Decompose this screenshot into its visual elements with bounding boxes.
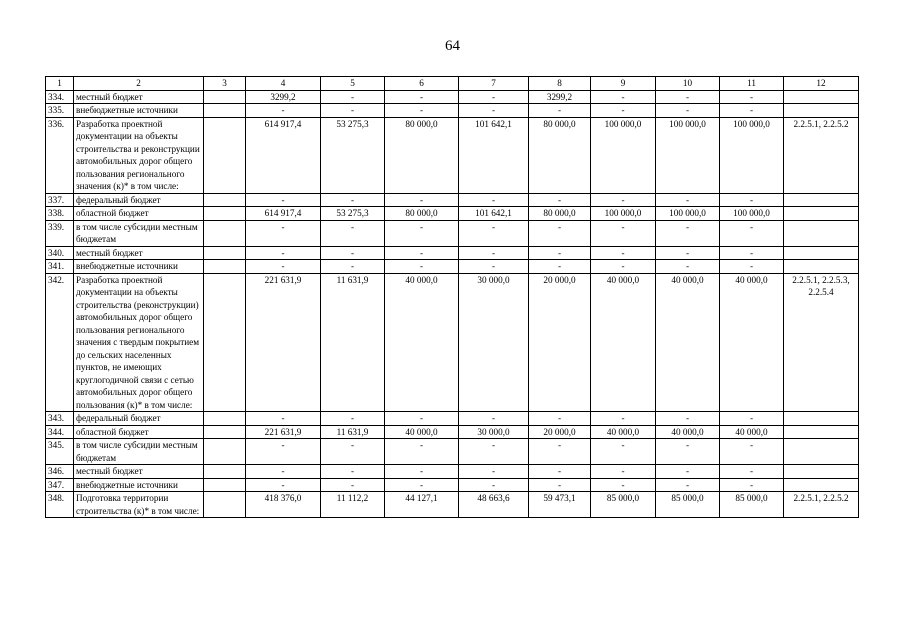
value-cell: 221 631,9: [246, 425, 321, 439]
row-number-cell: 339.: [46, 220, 74, 246]
value-cell: 100 000,0: [656, 207, 720, 221]
table-row: [46, 465, 859, 479]
value-cell: -: [591, 220, 656, 246]
value-cell: -: [720, 246, 784, 260]
value-cell: -: [591, 478, 656, 492]
value-cell: 2.2.5.1, 2.2.5.2: [784, 117, 859, 193]
value-cell: -: [720, 465, 784, 479]
row-name-cell: местный бюджет: [74, 246, 204, 260]
value-cell: -: [385, 412, 459, 426]
budget-table: [45, 76, 859, 518]
value-cell: 80 000,0: [529, 117, 591, 193]
table-row: [46, 220, 859, 246]
value-cell: 614 917,4: [246, 207, 321, 221]
value-cell: -: [246, 220, 321, 246]
value-cell: -: [529, 220, 591, 246]
value-cell: 44 127,1: [385, 492, 459, 518]
value-cell: [204, 425, 246, 439]
value-cell: -: [246, 260, 321, 274]
value-cell: 40 000,0: [591, 273, 656, 412]
row-name-cell: федеральный бюджет: [74, 193, 204, 207]
value-cell: -: [656, 260, 720, 274]
value-cell: -: [246, 478, 321, 492]
value-cell: [204, 220, 246, 246]
value-cell: -: [459, 193, 529, 207]
column-header: 7: [459, 77, 529, 91]
row-name-cell: в том числе субсидии местным бюджетам: [74, 439, 204, 465]
row-name-cell: областной бюджет: [74, 207, 204, 221]
value-cell: [784, 465, 859, 479]
value-cell: -: [459, 104, 529, 118]
value-cell: -: [591, 246, 656, 260]
row-number-cell: 345.: [46, 439, 74, 465]
value-cell: -: [720, 220, 784, 246]
value-cell: 100 000,0: [591, 207, 656, 221]
value-cell: -: [321, 465, 385, 479]
value-cell: -: [529, 193, 591, 207]
row-name-cell: областной бюджет: [74, 425, 204, 439]
row-number-cell: 346.: [46, 465, 74, 479]
row-number-cell: 334.: [46, 90, 74, 104]
value-cell: [784, 425, 859, 439]
column-header: 8: [529, 77, 591, 91]
value-cell: 3299,2: [246, 90, 321, 104]
column-header: 11: [720, 77, 784, 91]
value-cell: [784, 478, 859, 492]
row-number-cell: 343.: [46, 412, 74, 426]
value-cell: -: [529, 465, 591, 479]
value-cell: -: [656, 220, 720, 246]
value-cell: -: [656, 246, 720, 260]
column-header: 3: [204, 77, 246, 91]
value-cell: 101 642,1: [459, 117, 529, 193]
value-cell: [784, 104, 859, 118]
value-cell: -: [656, 412, 720, 426]
value-cell: 100 000,0: [720, 207, 784, 221]
value-cell: 11 631,9: [321, 273, 385, 412]
value-cell: -: [459, 478, 529, 492]
value-cell: 80 000,0: [385, 117, 459, 193]
row-name-cell: местный бюджет: [74, 90, 204, 104]
value-cell: -: [591, 439, 656, 465]
value-cell: 40 000,0: [385, 425, 459, 439]
value-cell: 100 000,0: [591, 117, 656, 193]
row-name-cell: местный бюджет: [74, 465, 204, 479]
value-cell: 20 000,0: [529, 273, 591, 412]
value-cell: -: [459, 260, 529, 274]
value-cell: -: [385, 90, 459, 104]
value-cell: -: [321, 478, 385, 492]
value-cell: 85 000,0: [720, 492, 784, 518]
value-cell: 2.2.5.1, 2.2.5.3, 2.2.5.4: [784, 273, 859, 412]
value-cell: 101 642,1: [459, 207, 529, 221]
value-cell: -: [529, 260, 591, 274]
value-cell: -: [385, 465, 459, 479]
value-cell: -: [529, 246, 591, 260]
value-cell: -: [720, 478, 784, 492]
value-cell: 80 000,0: [385, 207, 459, 221]
value-cell: 53 275,3: [321, 207, 385, 221]
column-header: 2: [74, 77, 204, 91]
table-row: [46, 207, 859, 221]
value-cell: -: [529, 412, 591, 426]
row-number-cell: 335.: [46, 104, 74, 118]
value-cell: -: [321, 90, 385, 104]
value-cell: -: [656, 439, 720, 465]
value-cell: [204, 246, 246, 260]
value-cell: -: [720, 104, 784, 118]
value-cell: [204, 478, 246, 492]
value-cell: 40 000,0: [656, 425, 720, 439]
value-cell: -: [321, 439, 385, 465]
value-cell: -: [385, 220, 459, 246]
row-name-cell: Подготовка территории строительства (к)* в том числе:: [74, 492, 204, 518]
value-cell: -: [321, 220, 385, 246]
value-cell: -: [321, 412, 385, 426]
table-row: [46, 104, 859, 118]
value-cell: -: [529, 439, 591, 465]
column-header: 6: [385, 77, 459, 91]
row-number-cell: 348.: [46, 492, 74, 518]
column-header: 12: [784, 77, 859, 91]
row-number-cell: 337.: [46, 193, 74, 207]
row-name-cell: внебюджетные источники: [74, 478, 204, 492]
row-number-cell: 340.: [46, 246, 74, 260]
value-cell: 80 000,0: [529, 207, 591, 221]
row-name-cell: Разработка проектной документации на объекты строительства и реконструкции автомобильных дорог общего пользования регионального значения (к)* в том числе:: [74, 117, 204, 193]
table-row: [46, 117, 859, 193]
value-cell: -: [321, 246, 385, 260]
value-cell: [204, 492, 246, 518]
value-cell: -: [529, 104, 591, 118]
value-cell: -: [720, 439, 784, 465]
value-cell: [204, 260, 246, 274]
row-number-cell: 342.: [46, 273, 74, 412]
value-cell: 40 000,0: [591, 425, 656, 439]
value-cell: -: [321, 260, 385, 274]
value-cell: -: [246, 193, 321, 207]
value-cell: 30 000,0: [459, 273, 529, 412]
value-cell: -: [459, 412, 529, 426]
value-cell: -: [591, 90, 656, 104]
value-cell: -: [459, 220, 529, 246]
column-header: 9: [591, 77, 656, 91]
value-cell: 85 000,0: [591, 492, 656, 518]
value-cell: 3299,2: [529, 90, 591, 104]
value-cell: 59 473,1: [529, 492, 591, 518]
value-cell: [204, 193, 246, 207]
value-cell: -: [246, 465, 321, 479]
value-cell: 614 917,4: [246, 117, 321, 193]
value-cell: -: [720, 193, 784, 207]
header-row: [46, 77, 859, 91]
table-row: [46, 193, 859, 207]
column-header: 10: [656, 77, 720, 91]
value-cell: -: [720, 260, 784, 274]
value-cell: -: [385, 193, 459, 207]
value-cell: -: [385, 439, 459, 465]
value-cell: -: [385, 246, 459, 260]
value-cell: [204, 412, 246, 426]
value-cell: [784, 207, 859, 221]
value-cell: [784, 246, 859, 260]
row-number-cell: 341.: [46, 260, 74, 274]
value-cell: 221 631,9: [246, 273, 321, 412]
row-name-cell: в том числе субсидии местным бюджетам: [74, 220, 204, 246]
row-name-cell: внебюджетные источники: [74, 104, 204, 118]
value-cell: 20 000,0: [529, 425, 591, 439]
value-cell: [784, 412, 859, 426]
value-cell: -: [459, 439, 529, 465]
value-cell: -: [656, 478, 720, 492]
value-cell: 48 663,6: [459, 492, 529, 518]
value-cell: -: [246, 412, 321, 426]
column-header: 4: [246, 77, 321, 91]
value-cell: -: [385, 478, 459, 492]
row-name-cell: Разработка проектной документации на объекты строительства (реконструкции) автомобильных дорог общего пользования регионального значения с твердым покрытием до сельских населенных пунктов, не имеющих круглогодичной связи с сетью автомобильных дорог общего пользования (к)* в том числе:: [74, 273, 204, 412]
value-cell: [204, 207, 246, 221]
value-cell: [204, 439, 246, 465]
table-row: [46, 412, 859, 426]
value-cell: 40 000,0: [656, 273, 720, 412]
value-cell: [784, 193, 859, 207]
value-cell: 85 000,0: [656, 492, 720, 518]
value-cell: -: [459, 465, 529, 479]
value-cell: -: [246, 246, 321, 260]
value-cell: -: [459, 246, 529, 260]
value-cell: 2.2.5.1, 2.2.5.2: [784, 492, 859, 518]
value-cell: 11 631,9: [321, 425, 385, 439]
value-cell: 11 112,2: [321, 492, 385, 518]
value-cell: [784, 90, 859, 104]
value-cell: -: [321, 193, 385, 207]
value-cell: -: [591, 104, 656, 118]
table-row: [46, 492, 859, 518]
row-name-cell: федеральный бюджет: [74, 412, 204, 426]
value-cell: [204, 90, 246, 104]
value-cell: [204, 273, 246, 412]
value-cell: -: [385, 260, 459, 274]
table-row: [46, 273, 859, 412]
value-cell: -: [321, 104, 385, 118]
value-cell: -: [246, 439, 321, 465]
value-cell: -: [246, 104, 321, 118]
value-cell: 30 000,0: [459, 425, 529, 439]
table-row: [46, 246, 859, 260]
value-cell: -: [656, 193, 720, 207]
row-number-cell: 336.: [46, 117, 74, 193]
value-cell: -: [529, 478, 591, 492]
table-row: [46, 439, 859, 465]
value-cell: 53 275,3: [321, 117, 385, 193]
value-cell: [204, 104, 246, 118]
value-cell: 40 000,0: [720, 273, 784, 412]
value-cell: -: [591, 193, 656, 207]
row-name-cell: внебюджетные источники: [74, 260, 204, 274]
column-header: 1: [46, 77, 74, 91]
value-cell: 40 000,0: [720, 425, 784, 439]
value-cell: -: [591, 412, 656, 426]
table-row: [46, 478, 859, 492]
value-cell: [784, 260, 859, 274]
row-number-cell: 344.: [46, 425, 74, 439]
value-cell: [784, 439, 859, 465]
value-cell: 100 000,0: [656, 117, 720, 193]
value-cell: -: [591, 465, 656, 479]
value-cell: [204, 465, 246, 479]
table-row: [46, 260, 859, 274]
value-cell: 418 376,0: [246, 492, 321, 518]
value-cell: -: [656, 465, 720, 479]
page-number: 64: [445, 38, 460, 54]
table-row: [46, 425, 859, 439]
value-cell: 40 000,0: [385, 273, 459, 412]
table-row: [46, 90, 859, 104]
value-cell: 100 000,0: [720, 117, 784, 193]
value-cell: [204, 117, 246, 193]
row-number-cell: 347.: [46, 478, 74, 492]
value-cell: -: [591, 260, 656, 274]
value-cell: -: [385, 104, 459, 118]
value-cell: -: [459, 90, 529, 104]
value-cell: -: [656, 90, 720, 104]
value-cell: -: [720, 412, 784, 426]
value-cell: [784, 220, 859, 246]
column-header: 5: [321, 77, 385, 91]
value-cell: -: [656, 104, 720, 118]
value-cell: -: [720, 90, 784, 104]
row-number-cell: 338.: [46, 207, 74, 221]
